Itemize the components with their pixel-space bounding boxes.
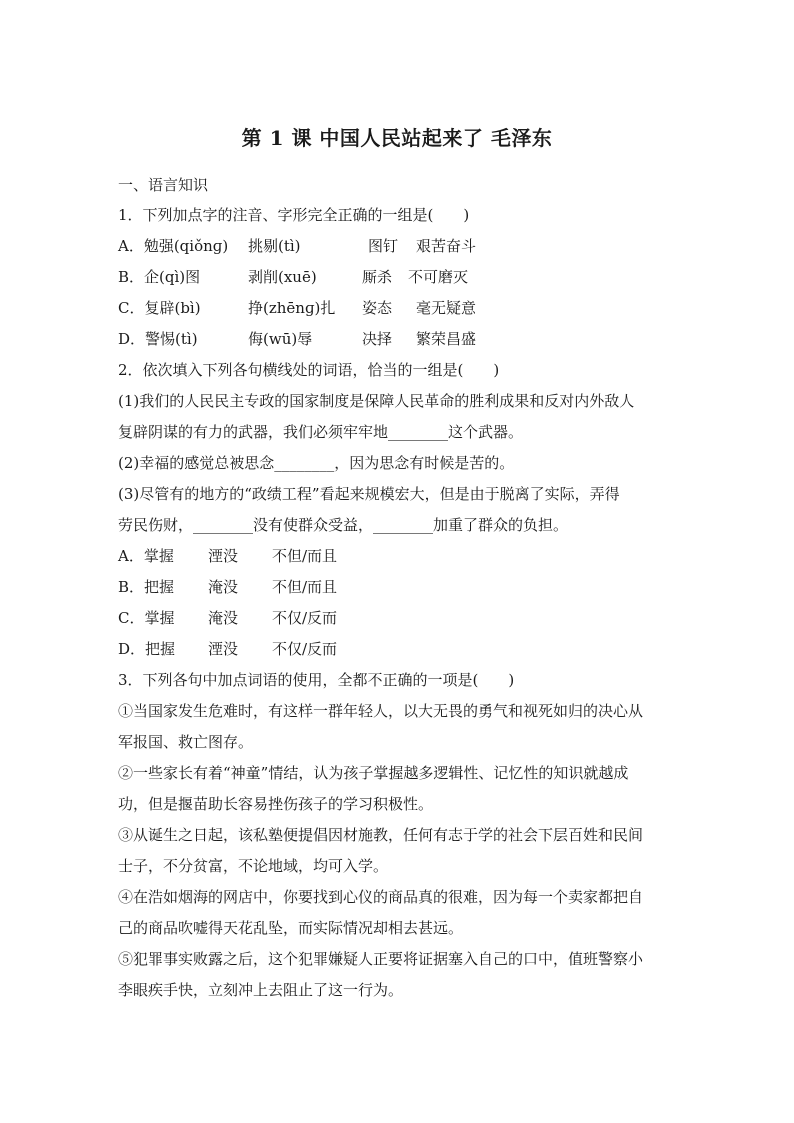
question-3-item-3: 士子，不分贫富，不论地域，均可入学。 <box>118 857 389 875</box>
question-3-item-5: ⑤犯罪事实败露之后，这个犯罪嫌疑人正要将证据塞入自己的口中，值班警察小 <box>118 950 644 968</box>
option-cell: 淹没 <box>208 578 239 596</box>
option-cell: 侮(wū)辱 <box>248 330 313 348</box>
option-cell: 姿态 <box>362 299 393 317</box>
option-cell: 剥削(xuē) <box>248 268 317 286</box>
question-3-item-4: ④在浩如烟海的网店中，你要找到心仪的商品真的很难，因为每一个卖家都把自 <box>118 888 644 906</box>
option-cell: 不可磨灭 <box>408 268 469 286</box>
question-2-sentence-3: 劳民伤财，________没有使群众受益，________加重了群众的负担。 <box>118 516 569 534</box>
question-3-item-4: 己的商品吹嘘得天花乱坠，而实际情况却相去甚远。 <box>118 919 464 937</box>
option-cell: A．掌握 <box>118 547 174 565</box>
page-title: 第 1 课 中国人民站起来了 毛泽东 <box>241 126 553 150</box>
question-3-stem: 3．下列各句中加点词语的使用，全都不正确的一项是( ) <box>118 671 515 689</box>
option-cell: 不仅/反而 <box>272 609 338 627</box>
question-2-sentence-1: (1)我们的人民民主专政的国家制度是保障人民革命的胜利成果和反对内外敌人 <box>118 392 635 410</box>
option-cell: D．把握 <box>118 640 176 658</box>
question-3-item-5: 李眼疾手快，立刻冲上去阻止了这一行为。 <box>118 981 404 999</box>
option-cell: B．企(qì)图 <box>118 268 201 286</box>
option-cell: 挣(zhēnɡ)扎 <box>248 299 336 317</box>
question-2-sentence-1: 复辟阴谋的有力的武器，我们必须牢牢地________这个武器。 <box>118 423 524 441</box>
option-cell: B．把握 <box>118 578 175 596</box>
option-cell: C．掌握 <box>118 609 175 627</box>
question-3-item-1: 军报国、救亡图存。 <box>118 733 254 751</box>
option-cell: D．警惕(tì) <box>118 330 198 348</box>
question-2-sentence-3: (3)尽管有的地方的“政绩工程”看起来规模宏大，但是由于脱离了实际，弄得 <box>118 485 620 503</box>
question-3-item-2: ②一些家长有着“神童”情结，认为孩子掌握越多逻辑性、记忆性的知识就越成 <box>118 764 629 782</box>
option-cell: C．复辟(bì) <box>118 299 201 317</box>
question-2-stem: 2．依次填入下列各句横线处的词语，恰当的一组是( ) <box>118 361 500 379</box>
option-cell: 决择 <box>362 330 393 348</box>
option-cell: 不仅/反而 <box>272 640 338 658</box>
option-cell: 厮杀 <box>362 268 393 286</box>
option-cell: 繁荣昌盛 <box>416 330 477 348</box>
option-cell: 淹没 <box>208 609 239 627</box>
question-2-sentence-2: (2)幸福的感觉总被思念________，因为思念有时候是苦的。 <box>118 454 515 472</box>
question-1-stem: 1．下列加点字的注音、字形完全正确的一组是( ) <box>118 206 470 224</box>
option-cell: 艰苦奋斗 <box>416 237 477 255</box>
option-cell: 不但/而且 <box>272 547 338 565</box>
option-cell: A．勉强(qiǒnɡ) <box>118 237 229 255</box>
question-3-item-2: 功，但是揠苗助长容易挫伤孩子的学习积极性。 <box>118 795 434 813</box>
option-cell: 毫无疑意 <box>416 299 477 317</box>
option-cell: 不但/而且 <box>272 578 338 596</box>
option-cell: 湮没 <box>208 640 239 658</box>
question-3-item-3: ③从诞生之日起，该私塾便提倡因材施教，任何有志于学的社会下层百姓和民间 <box>118 826 644 844</box>
option-cell: 图钉 <box>368 237 399 255</box>
option-cell: 湮没 <box>208 547 239 565</box>
option-cell: 挑剔(tì) <box>248 237 301 255</box>
section-heading: 一、语言知识 <box>118 176 209 194</box>
question-3-item-1: ①当国家发生危难时，有这样一群年轻人，以大无畏的勇气和视死如归的决心从 <box>118 702 644 720</box>
